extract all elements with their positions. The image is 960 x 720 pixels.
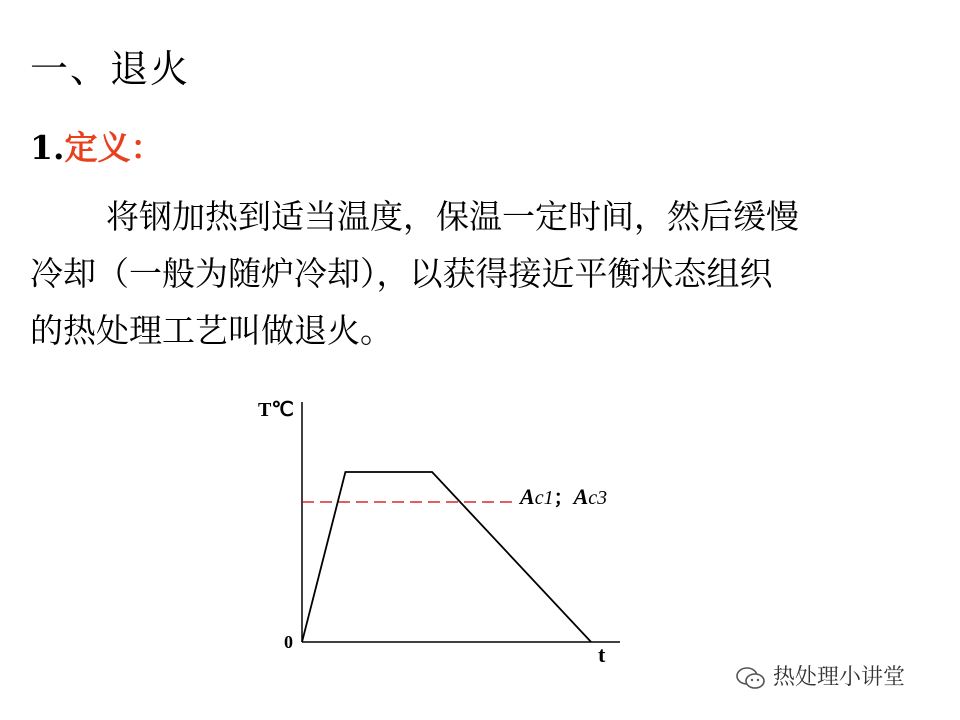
paragraph-line: 将钢加热到适当温度，保温一定时间，然后缓慢: [106, 197, 799, 236]
definition-number: 1.: [30, 128, 65, 167]
paragraph-line: 冷却（一般为随炉冷却），以获得接近平衡状态组织: [30, 254, 773, 293]
page-title: 一、退火: [30, 47, 191, 91]
critical-temperature-label: [518, 484, 607, 509]
x-axis-label: t: [598, 642, 606, 667]
ac3-letter: A: [573, 484, 589, 509]
origin-label: 0: [284, 632, 293, 652]
paragraph-line: 的热处理工艺叫做退火。: [30, 311, 393, 350]
y-axis-label: T℃: [258, 399, 294, 421]
label-separator: ；: [553, 487, 574, 509]
definition-paragraph: [30, 188, 910, 359]
definition-label: 定义：: [64, 128, 164, 167]
watermark: [736, 660, 905, 691]
ac3-subscript: c3: [588, 487, 608, 509]
watermark-text: 热处理小讲堂: [773, 665, 906, 690]
definition-heading: [30, 122, 163, 169]
ac1-subscript: c1: [534, 487, 554, 509]
ac1-letter: A: [520, 484, 535, 509]
wechat-icon: [736, 666, 766, 690]
annealing-curve-chart: [250, 380, 650, 670]
